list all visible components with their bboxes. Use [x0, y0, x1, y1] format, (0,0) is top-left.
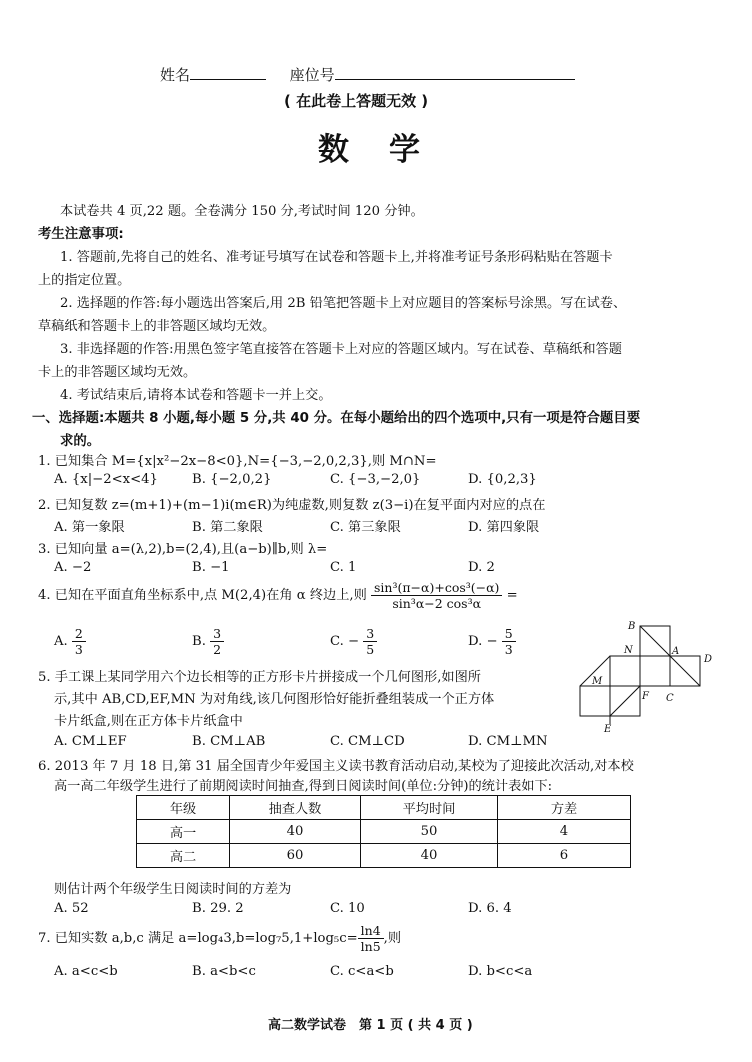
note-line: 2. 选择题的作答:每小题选出答案后,用 2B 铅笔把答题卡上对应题目的答案标号涂黑。写在试卷、: [60, 296, 627, 311]
note-line: 3. 非选择题的作答:用黑色签字笔直接答在答题卡上对应的答题区域内。写在试卷、草稿纸和答题: [60, 342, 622, 357]
note-line: 1. 答题前,先将自己的姓名、准考证号填写在试卷和答题卡上,并将准考证号条形码粘贴在答题卡: [60, 250, 613, 265]
name-label: 姓名: [160, 66, 191, 84]
q1-option-c: C. {−3,−2,0}: [330, 472, 421, 487]
q5-option-b: B. CM⊥AB: [192, 734, 266, 749]
table-header-cell: 抽查人数: [230, 796, 361, 820]
note-line: 卡上的非答题区域均无效。: [38, 365, 197, 380]
q7-option-c: C. c<a<b: [330, 964, 394, 979]
q4-option-b: B. $\frac{3}{2}$: [192, 626, 224, 657]
table-cell: 6: [498, 844, 631, 868]
note-line: 草稿纸和答题卡上的非答题区域均无效。: [38, 319, 276, 334]
q1-option-a: A. {x|−2<x<4}: [54, 472, 158, 487]
q2-option-c: C. 第三象限: [330, 520, 401, 535]
q3-option-d: D. 2: [468, 560, 495, 575]
question-6-after: 则估计两个年级学生日阅读时间的方差为: [54, 882, 292, 897]
q4-option-c: C. − $\frac{3}{5}$: [330, 626, 377, 657]
q5-option-a: A. CM⊥EF: [54, 734, 127, 749]
q5-option-d: D. CM⊥MN: [468, 734, 548, 749]
q2-option-b: B. 第二象限: [192, 520, 263, 535]
q2-option-a: A. 第一象限: [54, 520, 125, 535]
q6-option-b: B. 29. 2: [192, 901, 244, 916]
q7-fraction: $\frac{\ln 4}{\ln 5}$: [358, 923, 384, 954]
diagonal-cd: [670, 656, 700, 686]
table-header-cell: 方差: [498, 796, 631, 820]
q4-option-a: A. $\frac{2}{3}$: [54, 626, 86, 657]
q2-option-d: D. 第四象限: [468, 520, 540, 535]
question-7-stem: 7. 已知实数 a,b,c 满足 a=log₄3,b=log₇5,1+log₅c= $\frac{\ln 4}{\ln 5}$ ,则: [38, 923, 402, 954]
q1-option-b: B. {−2,0,2}: [192, 472, 272, 487]
label-a: A: [672, 646, 680, 657]
q6-option-d: D. 6. 4: [468, 901, 512, 916]
table-cell: 高二: [137, 844, 230, 868]
table-cell: 40: [361, 844, 498, 868]
table-row: [137, 820, 631, 844]
label-m: M: [592, 676, 603, 687]
question-1-stem: 1. 已知集合 M={x|x²−2x−8<0},N={−3,−2,0,2,3},则 M∩N=: [38, 454, 437, 469]
table-cell: 60: [230, 844, 361, 868]
name-blank: [190, 65, 266, 80]
label-n: N: [624, 645, 633, 656]
table-cell: 高一: [137, 820, 230, 844]
seat-label: 座位号: [289, 66, 335, 84]
diagonal-ab: [640, 626, 670, 656]
label-e: E: [604, 724, 612, 735]
name-field: [160, 64, 575, 85]
seat-blank: [335, 65, 575, 80]
q7-option-a: A. a<c<b: [54, 964, 118, 979]
note-line: 上的指定位置。: [38, 273, 131, 288]
table-row: [137, 844, 631, 868]
answer-note: ( 在此卷上答题无效 ): [284, 92, 429, 110]
q3-option-c: C. 1: [330, 560, 357, 575]
table-header-row: [137, 796, 631, 820]
q5-option-c: C. CM⊥CD: [330, 734, 405, 749]
cube-net-figure: [574, 616, 724, 738]
question-5-stem: 示,其中 AB,CD,EF,MN 为对角线,该几何图形恰好能折叠组装成一个正方体: [54, 692, 495, 707]
table-header-cell: 平均时间: [361, 796, 498, 820]
net-square: [640, 656, 670, 686]
note-line: 4. 考试结束后,请将本试卷和答题卡一并上交。: [60, 388, 332, 403]
q1-option-d: D. {0,2,3}: [468, 472, 537, 487]
question-6-stem: 高一高二年级学生进行了前期阅读时间抽查,得到日阅读时间(单位:分钟)的统计表如下:: [54, 779, 553, 794]
question-2-stem: 2. 已知复数 z=(m+1)+(m−1)i(m∈R)为纯虚数,则复数 z(3−i)在复平面内对应的点在: [38, 498, 546, 513]
q6-option-a: A. 52: [54, 901, 89, 916]
net-square: [580, 686, 610, 716]
q7-option-d: D. b<c<a: [468, 964, 533, 979]
question-4-stem: 4. 已知在平面直角坐标系中,点 M(2,4)在角 α 终边上,则 $\frac{\text{sin³(π−α)+cos³(−α)}}{\text{sin³α−2 cos³α}}$ =: [38, 580, 518, 611]
label-f: F: [642, 691, 649, 702]
net-square: [610, 656, 640, 686]
question-6-stem: 6. 2013 年 7 月 18 日,第 31 届全国青少年爱国主义读书教育活动启动,某校为了迎接此次活动,对本校: [38, 759, 634, 774]
table-header-cell: 年级: [137, 796, 230, 820]
q7-option-b: B. a<b<c: [192, 964, 256, 979]
q4-option-d: D. − $\frac{5}{3}$: [468, 626, 516, 657]
label-b: B: [628, 621, 636, 632]
table-cell: 40: [230, 820, 361, 844]
page-footer: 高二数学试卷 第 1 页 ( 共 4 页 ): [268, 1018, 473, 1033]
page-title: 数学: [318, 132, 460, 168]
q4-fraction: $\frac{\text{sin³(π−α)+cos³(−α)}}{\text{sin³α−2 cos³α}}$: [371, 580, 502, 611]
q3-option-b: B. −1: [192, 560, 230, 575]
reading-time-table: [136, 795, 631, 868]
label-c: C: [666, 693, 674, 704]
q6-option-c: C. 10: [330, 901, 365, 916]
diagonal-ef: [610, 686, 640, 716]
question-5-stem: 5. 手工课上某同学用六个边长相等的正方形卡片拼接成一个几何图形,如图所: [38, 670, 481, 685]
question-3-stem: 3. 已知向量 a=(λ,2),b=(2,4),且(a−b)∥b,则 λ=: [38, 542, 328, 557]
section-heading-cont: 求的。: [60, 434, 101, 449]
q3-option-a: A. −2: [54, 560, 92, 575]
question-5-stem: 卡片纸盒,则在正方体卡片纸盒中: [54, 714, 243, 729]
section-heading: 一、选择题:本题共 8 小题,每小题 5 分,共 40 分。在每小题给出的四个选项中,只有一项是符合题目要: [32, 411, 641, 426]
table-cell: 4: [498, 820, 631, 844]
notes-title: 考生注意事项:: [38, 227, 124, 242]
label-d: D: [704, 654, 713, 665]
intro-text: 本试卷共 4 页,22 题。全卷满分 150 分,考试时间 120 分钟。: [60, 204, 424, 219]
table-cell: 50: [361, 820, 498, 844]
